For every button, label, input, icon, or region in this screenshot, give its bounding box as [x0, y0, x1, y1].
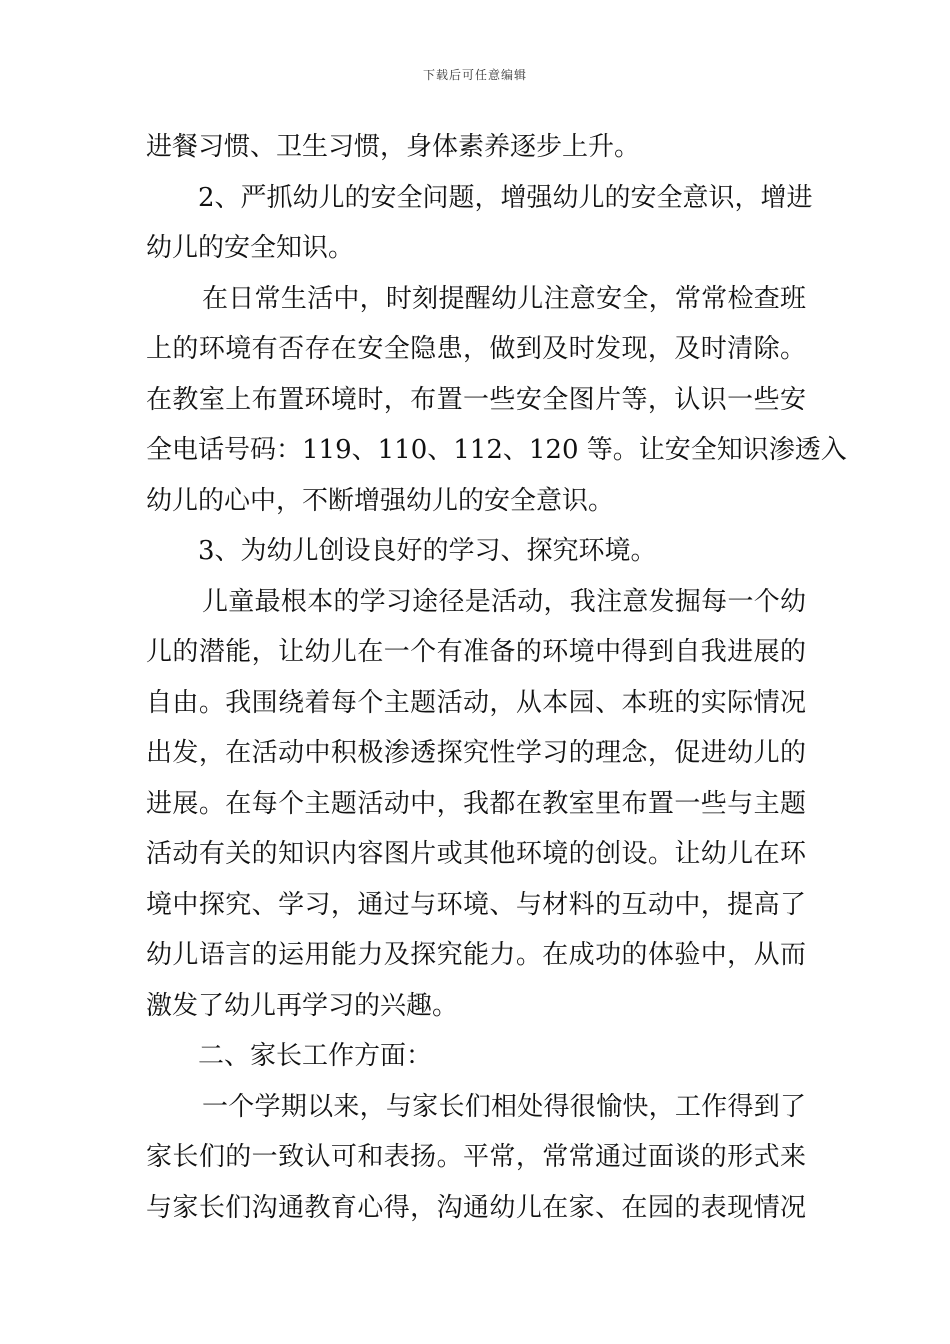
document-body: [146, 122, 847, 1233]
text-line: 幼儿的心中，不断增强幼儿的安全意识。: [146, 485, 615, 516]
text-line: 自由。我围绕着每个主题活动，从本园、本班的实际情况: [146, 687, 806, 718]
header-note: 下载后可任意编辑: [422, 68, 527, 82]
text-line: 进餐习惯、卫生习惯，身体素养逐步上升。: [146, 132, 641, 162]
text-line: 3、为幼儿创设良好的学习、探究环境。: [198, 536, 657, 566]
text-line: 在教室上布置环境时，布置一些安全图片等，认识一些安: [146, 384, 806, 415]
text-line: 儿的潜能，让幼儿在一个有准备的环境中得到自我进展的: [146, 637, 806, 667]
text-line: 一个学期以来，与家长们相处得很愉快，工作得到了: [202, 1091, 806, 1122]
text-line: 儿童最根本的学习途径是活动，我注意发掘每一个幼: [202, 586, 806, 617]
text-line: 进展。在每个主题活动中，我都在教室里布置一些与主题: [146, 788, 806, 819]
text-line: 2、严抓幼儿的安全问题，增强幼儿的安全意识，增进: [198, 182, 813, 213]
text-line: 活动有关的知识内容图片或其他环境的创设。让幼儿在环: [146, 839, 806, 869]
text-line: 与家长们沟通教育心得，沟通幼儿在家、在园的表现情况: [146, 1192, 806, 1223]
text-line: 幼儿的安全知识。: [146, 233, 355, 263]
text-line: 上的环境有否存在安全隐患，做到及时发现，及时清除。: [146, 334, 806, 364]
text-line: 家长们的一致认可和表扬。平常，常常通过面谈的形式来: [146, 1142, 806, 1172]
text-line: 全电话号码：119、110、112、120 等。让安全知识渗透入: [146, 435, 847, 465]
text-line: 幼儿语言的运用能力及探究能力。在成功的体验中，从而: [146, 940, 806, 970]
text-line: 在日常生活中，时刻提醒幼儿注意安全，常常检查班: [202, 283, 806, 314]
text-line: 出发，在活动中积极渗透探究性学习的理念，促进幼儿的: [146, 738, 806, 768]
text-line: 二、家长工作方面：: [198, 1041, 433, 1071]
text-line: 激发了幼儿再学习的兴趣。: [146, 990, 459, 1021]
text-line: 境中探究、学习，通过与环境、与材料的互动中，提高了: [146, 889, 806, 920]
